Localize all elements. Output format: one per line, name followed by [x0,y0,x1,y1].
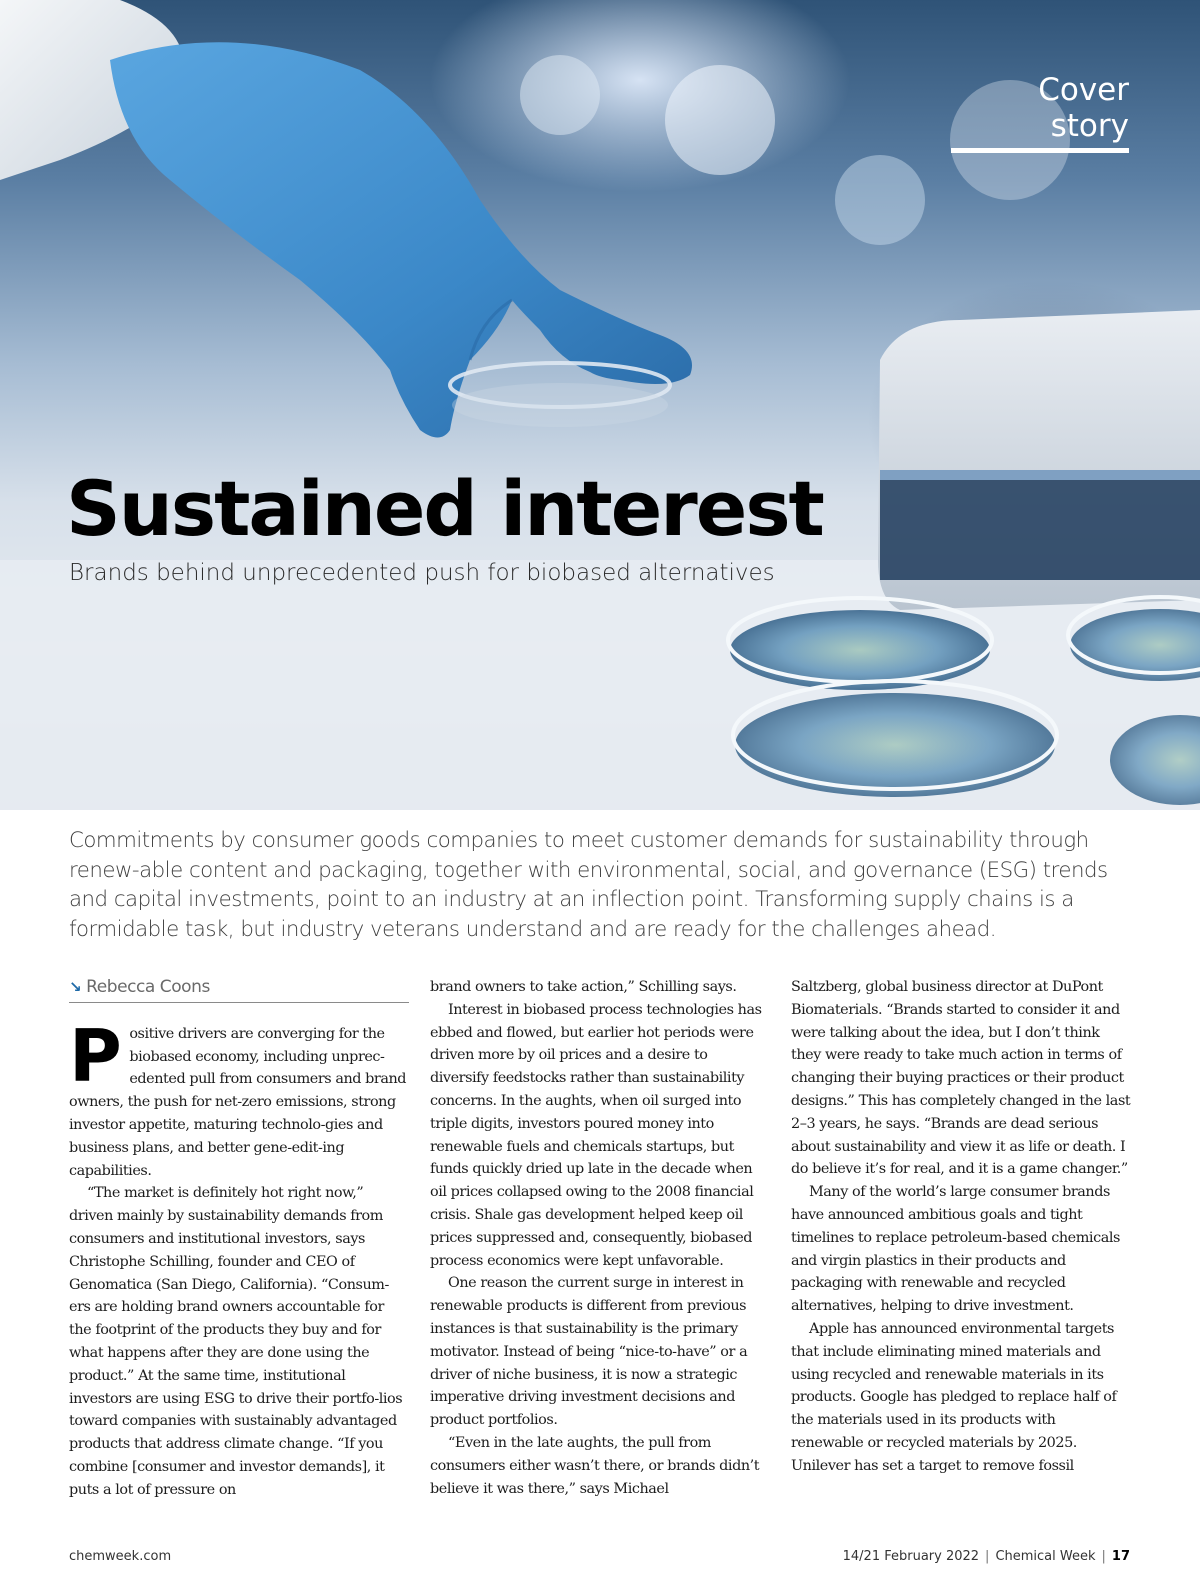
footer-website[interactable]: chemweek.com [69,1549,172,1564]
body-paragraph: brand owners to take action,” Schilling says. [430,979,737,995]
byline [69,976,409,1003]
body-paragraph: “Even in the late aughts, the pull from consumers either wasn’t there, or brands didn’t believe it was there,” says Michael [430,1434,760,1497]
blue-glove-hand [110,42,692,437]
footer-separator: | [985,1549,990,1564]
body-paragraph: Interest in biobased process technologies has ebbed and flowed, but earlier hot periods were driven more by oil prices and a desire to diversify feedstocks rather than sustainability concerns. In the aughts, when oil surged into triple digits, investors poured money into renewable fuels and chemicals startups, but funds quickly dried up late in the decade when oil prices collapsed owing to the 2008 financial crisis. Shale gas development helped keep oil prices suppressed and, consequently, biobased process economics were kept unfavorable. [430,1001,762,1269]
held-petri-dish-base [452,383,668,427]
body-paragraph: One reason the current surge in interest in renewable products is different from previous instances is that sustainability is the primary motivator. Instead of being “nice-to-have” or a driver of niche business, it is now a strategic imperative driving investment decisions and product portfolios. [430,1275,748,1429]
page-number: 17 [1111,1549,1130,1564]
article-headline: Sustained interest [66,464,823,553]
issue-date: 14/21 February 2022 [842,1549,980,1564]
bokeh-light [665,65,775,175]
footer-issue-info [843,1549,1130,1564]
bokeh-light [520,55,600,135]
bokeh-light [835,155,925,245]
arrow-down-right-icon: ↘ [69,978,82,996]
drop-cap: P [69,1013,122,1098]
body-paragraph: Many of the world’s large consumer brands have announced ambitious goals and tight timelines to replace petroleum-based chemicals and virgin plastics in their products and packaging with renewable and recycled alternatives, helping to drive investment. [791,1184,1120,1315]
article-standfirst: Commitments by consumer goods companies to meet customer demands for sustainability through renew-able content and packaging, together with environmental, social, and governance (ESG) trends and capital investments, point to an industry at an inflection point. Transforming supply chains is a formidable task, but industry veterans understand and are ready for the challenges ahead. [69,828,1108,942]
section-kicker: Cover story [951,72,1129,153]
footer-separator: | [1101,1549,1106,1564]
lab-machine [878,310,1200,610]
petri-dish [728,598,992,690]
article-deck: Brands behind unprecedented push for biobased alternatives [69,560,775,586]
petri-dish [733,681,1057,797]
body-paragraph: ositive drivers are converging for the biobased economy, including unprec-edented pull from consumers and brand owners, the push for net-zero emissions, strong investor appetite, maturing technolo-gies and business plans, and better gene-edit-ing capabilities. [69,1025,407,1179]
article-column-2 [430,976,770,1500]
body-paragraph: Apple has announced environmental targets that include eliminating mined materials and using recycled and renewable materials in its products. Google has pledged to replace half of the materials used in its products with renewable or recycled materials by 2025. Unilever has set a target to remove fossil [791,1320,1117,1474]
article-column-1 [69,976,409,1502]
body-paragraph: Saltzberg, global business director at DuPont Biomaterials. “Brands started to consider it and were talking about the idea, but I don’t think they were ready to take much action in terms of changing their buying practices or their product designs.” This has completely changed in the last 2–3 years, he says. “Brands are dead serious about sustainability and view it as life or death. I do believe it’s for real, and it is a game changer.” [791,979,1131,1178]
publication-name: Chemical Week [995,1549,1096,1564]
article-column-3 [791,976,1131,1478]
body-paragraph: “The market is definitely hot right now,” driven mainly by sustainability demands from consumers and institutional investors, says Christophe Schilling, founder and CEO of Genomatica (San Diego, California). “Consum-ers are holding brand owners accountable for the footprint of the products they buy and for what happens after they are done using the product.” At the same time, institutional investors are using ESG to drive their portfo-lios toward companies with sustainably advantaged products that address climate change. “If you combine [consumer and investor demands], it puts a lot of pressure on [69,1185,403,1498]
author-name: Rebecca Coons [86,977,210,997]
